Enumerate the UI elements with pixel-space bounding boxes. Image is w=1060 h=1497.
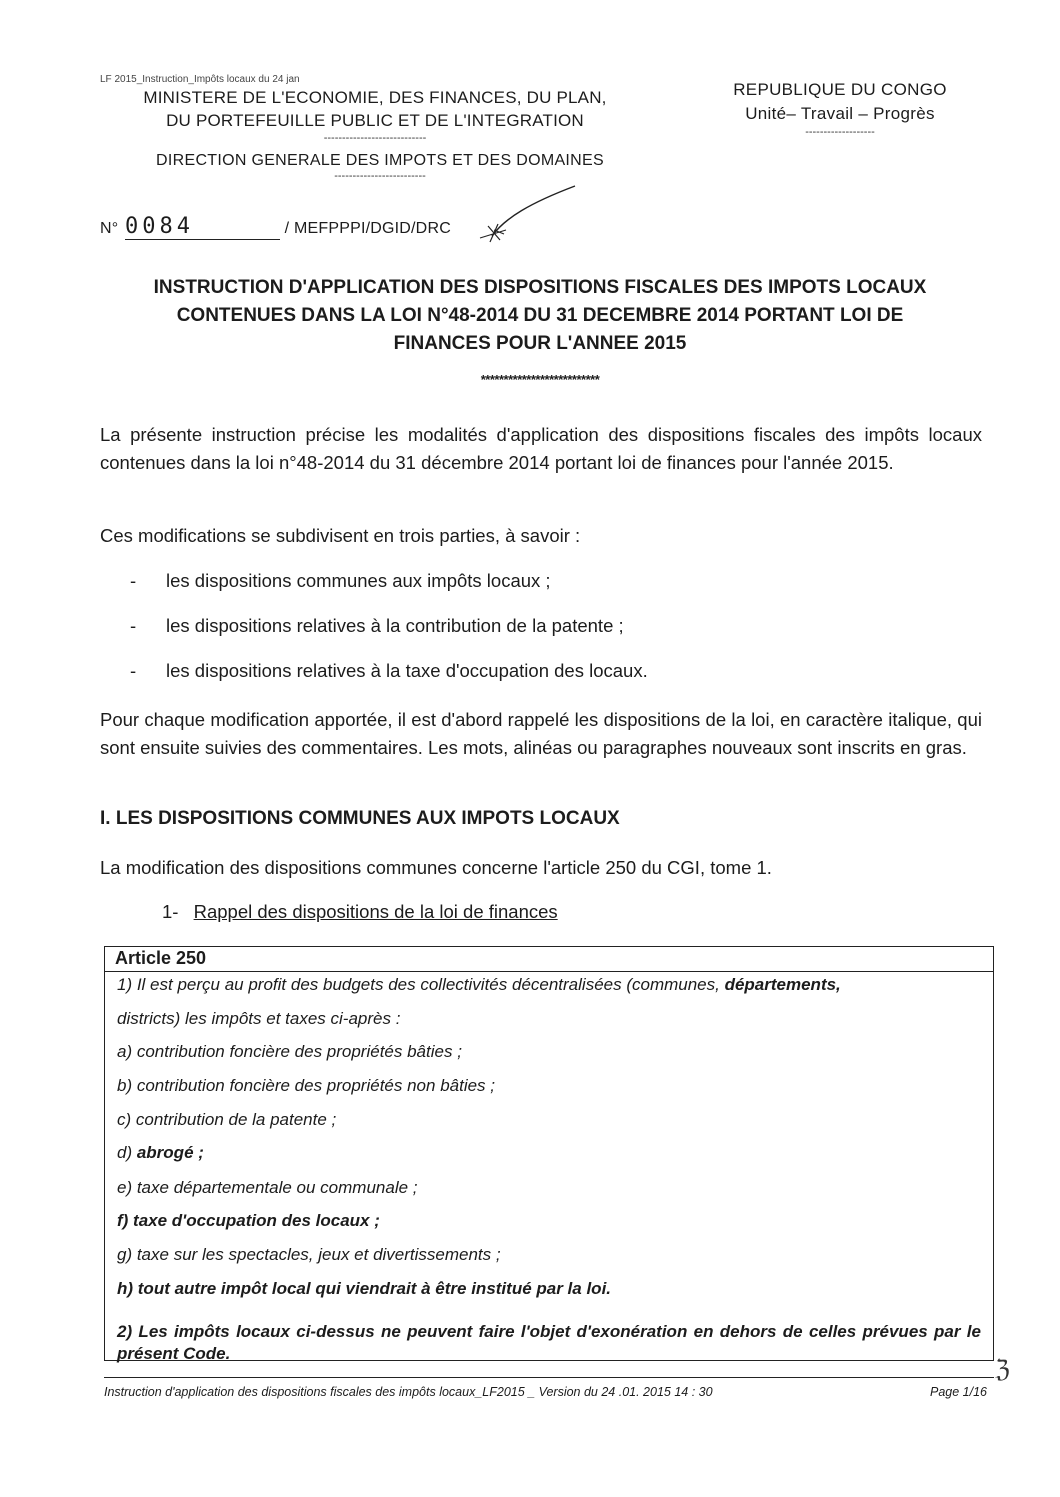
footer-text: Instruction d'application des dispositions fiscales des impôts locaux_LF2015 _ Version du 24 .01. 2015 14 : 30 — [104, 1385, 713, 1399]
article-item-b: b) contribution foncière des propriétés non bâties ; — [117, 1076, 496, 1095]
section-heading: I. LES DISPOSITIONS COMMUNES AUX IMPOTS LOCAUX — [100, 808, 620, 829]
article-item-h: h) tout autre impôt local qui viendrait à être institué par la loi. — [117, 1279, 612, 1298]
reference-number-line — [100, 214, 451, 240]
article-line-1: 1) Il est perçu au profit des budgets des collectivités décentralisées (communes, départements, — [117, 975, 841, 994]
ministry-line-2: DU PORTEFEUILLE PUBLIC ET DE L'INTEGRATION — [166, 111, 584, 130]
list-dash: - — [130, 615, 137, 636]
reference-code: / MEFPPPI/DGID/DRC — [284, 220, 451, 237]
title-line-2: CONTENUES DANS LA LOI N°48-2014 DU 31 DECEMBRE 2014 PORTANT LOI DE — [176, 305, 904, 326]
article-box — [104, 946, 994, 1361]
republic-block — [700, 78, 980, 138]
ministry-line-1: MINISTERE DE L'ECONOMIE, DES FINANCES, DU PLAN, — [143, 88, 607, 107]
subsection-number: 1- — [162, 901, 179, 922]
republic-separator: ------------------- — [805, 126, 875, 138]
title-line-3: FINANCES POUR L'ANNEE 2015 — [393, 333, 687, 354]
article-line-2: districts) les impôts et taxes ci-après : — [117, 1009, 401, 1028]
file-tag: LF 2015_Instruction_Impôts locaux du 24 jan — [100, 74, 300, 85]
direction-name: DIRECTION GENERALE DES IMPOTS ET DES DOMAINES — [156, 152, 604, 169]
ministry-block — [110, 86, 640, 144]
intro-paragraph: La présente instruction précise les modalités d'application des dispositions fiscales des impôts locaux contenues dans la loi n°48-2014 du 31 décembre 2014 portant loi de finances pour l'année 2015. — [100, 424, 982, 473]
list-item: - les dispositions communes aux impôts locaux ; — [130, 570, 551, 591]
article-item-f: f) taxe d'occupation des locaux ; — [117, 1211, 380, 1230]
article-paragraph-2: 2) Les impôts locaux ci-dessus ne peuvent faire l'objet d'exonération en dehors de celles prévues par le présent Code. — [117, 1322, 981, 1363]
article-item-d: d) abrogé ; — [117, 1143, 204, 1162]
article-item-g: g) taxe sur les spectacles, jeux et divertissements ; — [117, 1245, 501, 1264]
article-item-a: a) contribution foncière des propriétés bâties ; — [117, 1042, 462, 1061]
article-item-e: e) taxe départementale ou communale ; — [117, 1178, 418, 1197]
number-prefix: N° — [100, 220, 119, 237]
subdivision-paragraph: Ces modifications se subdivisent en trois parties, à savoir : — [100, 525, 581, 546]
method-paragraph: Pour chaque modification apportée, il est d'abord rappelé les dispositions de la loi, en caractère italique, qui sont ensuite suivies des commentaires. Les mots, alinéas ou paragraphes nouveaux sont inscrits en gras. — [100, 709, 982, 758]
page-number: Page 1/16 — [930, 1385, 987, 1399]
list-dash: - — [130, 660, 137, 681]
list-item: - les dispositions relatives à la contribution de la patente ; — [130, 615, 624, 636]
subsection-heading — [162, 901, 558, 923]
section-intro: La modification des dispositions communes concerne l'article 250 du CGI, tome 1. — [100, 857, 772, 878]
document-title — [100, 274, 980, 358]
direction-separator: ------------------------- — [334, 170, 426, 182]
list-item: - les dispositions relatives à la taxe d'occupation des locaux. — [130, 660, 648, 681]
article-header — [105, 947, 993, 972]
republic-name: REPUBLIQUE DU CONGO — [733, 80, 947, 99]
reference-number: 0084 — [125, 214, 280, 240]
footer-divider — [104, 1377, 994, 1378]
signature-mark — [470, 178, 580, 258]
article-heading: Article 250 — [115, 948, 207, 968]
republic-motto: Unité– Travail – Progrès — [745, 104, 935, 123]
title-stars-separator: ************************** — [480, 372, 600, 387]
list-dash: - — [130, 570, 137, 591]
initials-mark: ℨ — [995, 1355, 1010, 1383]
subsection-title: Rappel des dispositions de la loi de finances — [193, 901, 558, 922]
ministry-separator: ---------------------------- — [323, 132, 427, 144]
article-item-c: c) contribution de la patente ; — [117, 1110, 337, 1129]
title-line-1: INSTRUCTION D'APPLICATION DES DISPOSITIONS FISCALES DES IMPOTS LOCAUX — [153, 277, 927, 298]
